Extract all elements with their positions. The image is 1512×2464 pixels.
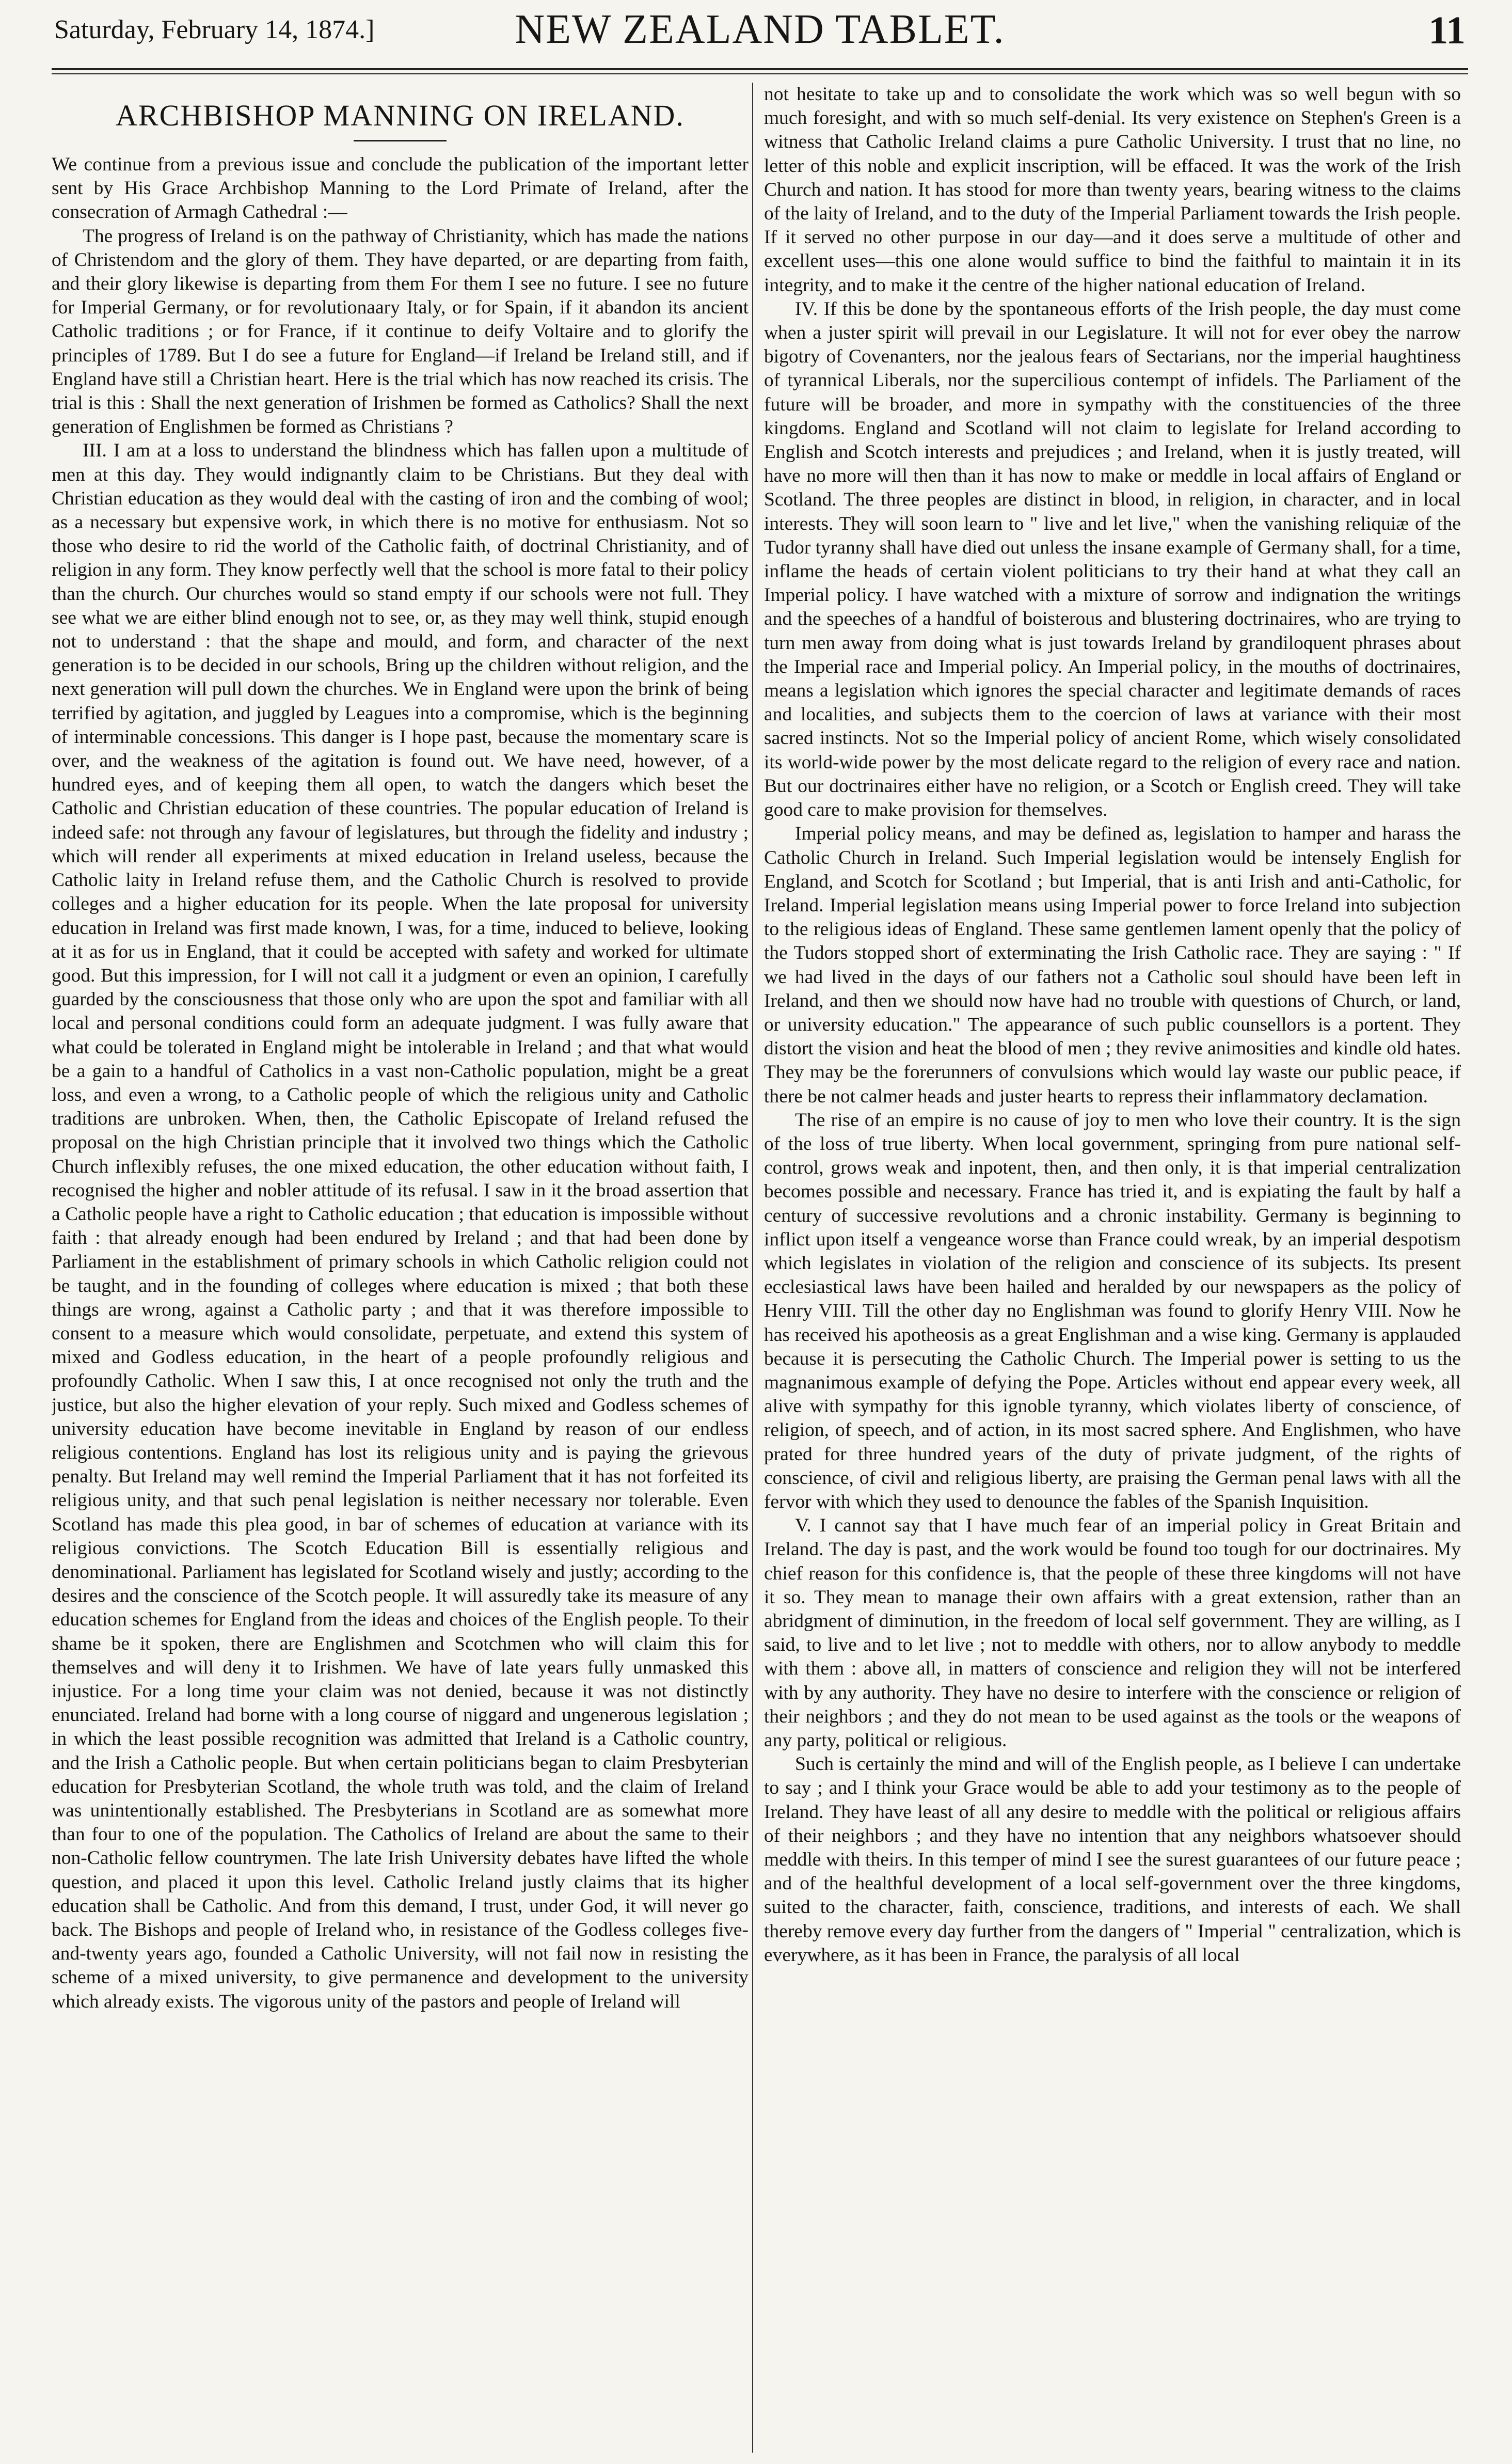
title-rule bbox=[354, 140, 447, 141]
article-paragraph: Imperial policy means, and may be defined as, legislation to hamper and harass the Catholic Church in Ireland. Such Imperial legislation would be intensely English for England, and Scotch for Scotland ; but Imperial, that is anti Irish and anti-Catholic, for Ireland. Imperial legislation means using Imperial power to force Ireland into subjection to the religious ideas of England. These same gentlemen lament openly that the policy of the Tudors stopped short of exterminating the Irish Catholic race. They are saying : " If we had lived in the days of our fathers not a Catholic soul should have been left in Ireland, and then we should now have had no trouble with questions of Church, or land, or university education." The appearance of such public counsellors is a portent. They distort the vision and heat the blood of men ; they revive animosities and kindle old hates. They may be the forerunners of convulsions which would lay waste our public peace, if there be not calmer heads and juster hearts to repress their inflammatory declamation. bbox=[764, 823, 1461, 1107]
issue-date: Saturday, February 14, 1874.] bbox=[54, 15, 375, 44]
masthead bbox=[54, 5, 1466, 67]
column-divider bbox=[752, 83, 753, 2453]
masthead-rule bbox=[52, 68, 1468, 70]
article-paragraph: IV. If this be done by the spontaneous efforts of the Irish people, the day must come when a juster spirit will prevail in our Legislature. It will not for ever obey the narrow bigotry of Covenanters, nor the jealous fears of Sectarians, nor the imperial haughtiness of tyrannical Liberals, nor the supercilious contempt of infidels. The Parliament of the future will be broader, and more in sympathy with the constituencies of the three kingdoms. England and Scotland will not claim to legislate for Ireland according to English and Scotch interests and prejudices ; and Ireland, when it is justly treated, will have no more will then than it has now to make or meddle in local affairs of England or Scotland. The three peoples are distinct in blood, in religion, in character, and in local interests. They will soon learn to " live and let live," when the vanishing reliquiæ of the Tudor tyranny shall have died out unless the insane example of Germany shall, for a time, inflame the heads of certain violent politicians to try their hand at what they call an Imperial policy. I have watched with a mixture of sorrow and indignation the writings and the speeches of a handful of boisterous and blustering doctrinaires, who are trying to turn men away from doing what is just towards Ireland by grandiloquent phrases about the Imperial race and Imperial policy. An Imperial policy, in the mouths of doctrinaires, means a legislation which ignores the special character and legitimate demands of races and localities, and subjects them to the coercion of laws at variance with their most sacred instincts. Not so the Imperial policy of ancient Rome, which wisely consolidated its world-wide power by the most delicate regard to the religion of every race and nation. But our doctrinaires either have no religion, or a Scotch or English creed. They will take good care to make provision for themselves. bbox=[764, 298, 1461, 821]
left-column bbox=[52, 83, 749, 2453]
article-intro: We continue from a previous issue and conclude the publication of the important letter sent by His Grace Archbishop Manning to the Lord Primate of Ireland, after the consecration of Armagh Cathedral :— bbox=[52, 154, 749, 223]
article-paragraph: III. I am at a loss to understand the blindness which has fallen upon a multitude of men at this day. They would indignantly claim to be Christians. But they deal with Christian education as they would deal with the casting of iron and the combing of wool; as a necessary but expensive work, in which there is no motive for enthusiasm. Not so those who desire to rid the world of the Catholic faith, of doctrinal Christianity, and of religion in any form. They know perfectly well that the school is more fatal to their policy than the church. Our churches would so stand empty if our schools were not full. They see what we are either blind enough not to see, or, as they may well think, stupid enough not to understand : that the shape and mould, and form, and character of the next generation is to be decided in our schools, Bring up the children without religion, and the next generation will pull down the churches. We in England were upon the brink of being terrified by agitation, and juggled by Leagues into a compromise, which is the beginning of interminable concessions. This danger is I hope past, because the momentary scare is over, and the weakness of the agitation is found out. We have need, however, of a hundred eyes, and of keeping them all open, to watch the dangers which beset the Catholic and Christian education of these countries. The popular education of Ireland is indeed safe: not through any favour of legislatures, but through the fidelity and industry ; which will render all experiments at mixed education in Ireland useless, because the Catholic laity in Ireland refuse them, and the Catholic Church is resolved to provide colleges and a higher education for its people. When the late proposal for university education in Ireland was first made known, I was, for a time, induced to believe, looking at it as for us in England, that it could be accepted with safety and worked for ultimate good. But this impression, for I will not call it a judgment or even an opinion, I carefully guarded by the consciousness that those only who are upon the spot and familiar with all local and personal conditions could form an adequate judgment. I was fully aware that what could be tolerated in England might be intolerable in Ireland ; and that what would be a gain to a handful of Catholics in a vast non-Catholic population, might be a great loss, and even a wrong, to a Catholic people of which the religious unity and Catholic traditions are unbroken. When, then, the Catholic Episcopate of Ireland refused the proposal on the high Christian principle that it involved two things which the Catholic Church inflexibly refuses, the one mixed education, the other education without faith, I recognised the higher and nobler attitude of its refusal. I saw in it the broad assertion that a Catholic people have a right to Catholic education ; that education is impossible without faith : that already enough had been endured by Ireland ; and that had been done by Parliament in the establishment of primary schools in which Catholic religion could not be taught, and in the founding of colleges where education is mixed ; that both these things are wrong, against a Catholic party ; and that it was therefore impossible to consent to a measure which would consolidate, perpetuate, and extend this system of mixed and Godless education, in the heart of a people profoundly religious and profoundly Catholic. When I saw this, I at once recognised not only the truth and the justice, but also the higher elevation of your reply. Such mixed and Godless schemes of university education have become inevitable in England by reason of our endless religious contentions. England has lost its religious unity and is paying the grievous penalty. But Ireland may well remind the Imperial Parliament that it has not forfeited its religious unity, and that such penal legislation is neither necessary nor tolerable. Even Scotland has made this plea good, in bar of schemes of education at variance with its religious convictions. The Scotch Education Bill is essentially religious and denominational. Parliament has legislated for Scotland wisely and justly; according to the desires and the conscience of the Scotch people. It will assuredly take its measure of any education schemes for England from the ideas and choices of the English people. To their shame be it spoken, there are Englishmen and Scotchmen who will claim this for themselves and will deny it to Irishmen. We have of late years fully unmasked this injustice. For a long time your claim was not denied, because it was not distinctly enunciated. Ireland had borne with a long course of niggard and ungenerous legislation ; in which the least possible recognition was admitted that Ireland is a Catholic country, and the Irish a Catholic people. But when certain politicians began to claim Presbyterian education for Presbyterian Scotland, the whole truth was told, and the claim of Ireland was unintentionally established. The Presbyterians in Scotland are as somewhat more than four to one of the population. The Catholics of Ireland are about the same to their non-Catholic fellow countrymen. The late Irish University debates have lifted the whole question, and placed it upon this level. Catholic Ireland justly claims that its higher education shall be Catholic. And from this demand, I trust, under God, it will never go back. The Bishops and people of Ireland who, in resistance of the Godless colleges five-and-twenty years ago, founded a Catholic University, will not fail now in resisting the scheme of a mixed university, to give permanence and development to the university which already exists. The vigorous unity of the pastors and people of Ireland will bbox=[52, 440, 749, 2012]
page-number: 11 bbox=[1428, 9, 1466, 52]
article-paragraph: not hesitate to take up and to consolidate the work which was so well begun with so much foresight, and with so much self-denial. Its very existence on Stephen's Green is a witness that Catholic Ireland claims a pure Catholic University. I trust that no line, no letter of this noble and explicit inscription, will be effaced. It was the work of the Irish Church and nation. It has stood for more than twenty years, bearing witness to the claims of the laity of Ireland, and to the duty of the Imperial Parliament towards the Irish people. If it served no other purpose in our day—and it does serve a multitude of other and excellent uses—this one alone would suffice to bind the faithful to maintain it in its integrity, and to make it the centre of the higher national education of Ireland. bbox=[764, 84, 1461, 296]
publication-title: NEW ZEALAND TABLET. bbox=[515, 7, 1005, 52]
article-title: ARCHBISHOP MANNING ON IRELAND. bbox=[116, 99, 685, 132]
right-column bbox=[764, 83, 1461, 2453]
masthead-rule-thin bbox=[52, 73, 1468, 74]
article-paragraph: The rise of an empire is no cause of joy to men who love their country. It is the sign of the loss of true liberty. When local government, springing from pure national self-control, grows weak and inpotent, then, and then only, it is that imperial centralization becomes possible and necessary. France has tried it, and is expiating the fault by half a century of successive revolutions and a chronic instability. Germany is beginning to inflict upon itself a vengeance worse than France could wreak, by an imperial despotism which legislates in violation of the religion and conscience of its subjects. Its present ecclesiastical laws have been hailed and heralded by our newspapers as the policy of Henry VIII. Till the other day no Englishman was found to glorify Henry VIII. Now he has received his apotheosis as a great Englishman and a wise king. Germany is applauded because it is persecuting the Catholic Church. The Imperial power is setting to us the magnanimous example of defying the Pope. Articles without end appear every week, all alive with sympathy for this ignoble tyranny, which violates liberty of conscience, of religion, of speech, and of action, in its most sacred sphere. And Englishmen, who have prated for three hundred years of the duty of private judgment, of the rights of conscience, of civil and religious liberty, are praising the German penal laws with all the fervor with which they used to denounce the fables of the Spanish Inquisition. bbox=[764, 1109, 1461, 1512]
article-paragraph: The progress of Ireland is on the pathway of Christianity, which has made the nations of Christendom and the glory of them. They have departed, or are departing from faith, and their glory likewise is departing from them For them I see no future. I see no future for Imperial Germany, or for revolutionaary Italy, or for Spain, if it abandon its ancient Catholic traditions ; or for France, if it continue to deify Voltaire and to glorify the principles of 1789. But I do see a future for England—if Ireland be Ireland still, and if England have still a Christian heart. Here is the trial which has now reached its crisis. The trial is this : Shall the next generation of Irishmen be formed as Catholics? Shall the next generation of Englishmen be formed as Christians ? bbox=[52, 225, 749, 438]
article-paragraph: V. I cannot say that I have much fear of an imperial policy in Great Britain and Ireland. The day is past, and the work would be found too tough for our doctrinaires. My chief reason for this confidence is, that the people of these three kingdoms will not have it so. They mean to manage their own affairs with a great extension, rather than an abridgment of diminution, in the freedom of local self government. They are willing, as I said, to live and to let live ; not to meddle with others, nor to allow anybody to meddle with them : above all, in matters of conscience and religion they will not be interfered with by any authority. They have no desire to interfere with the conscience or religion of their neighbors ; and they do not mean to be used against as the tools or the weapons of any party, political or religious. bbox=[764, 1515, 1461, 1751]
article-paragraph: Such is certainly the mind and will of the English people, as I believe I can undertake to say ; and I think your Grace would be able to add your testimony as to the people of Ireland. They have least of all any desire to meddle with the political or religious affairs of their neighbors ; and they have no intention that any neighbors whatsoever should meddle with theirs. In this temper of mind I see the surest guarantees of our future peace ; and of the healthful development of a local self-government over the three kingdoms, suited to the character, faith, conscience, traditions, and interests of each. We shall thereby remove every day further from the dangers of " Imperial " centralization, which is everywhere, as it has been in France, the paralysis of all local bbox=[764, 1754, 1461, 1966]
